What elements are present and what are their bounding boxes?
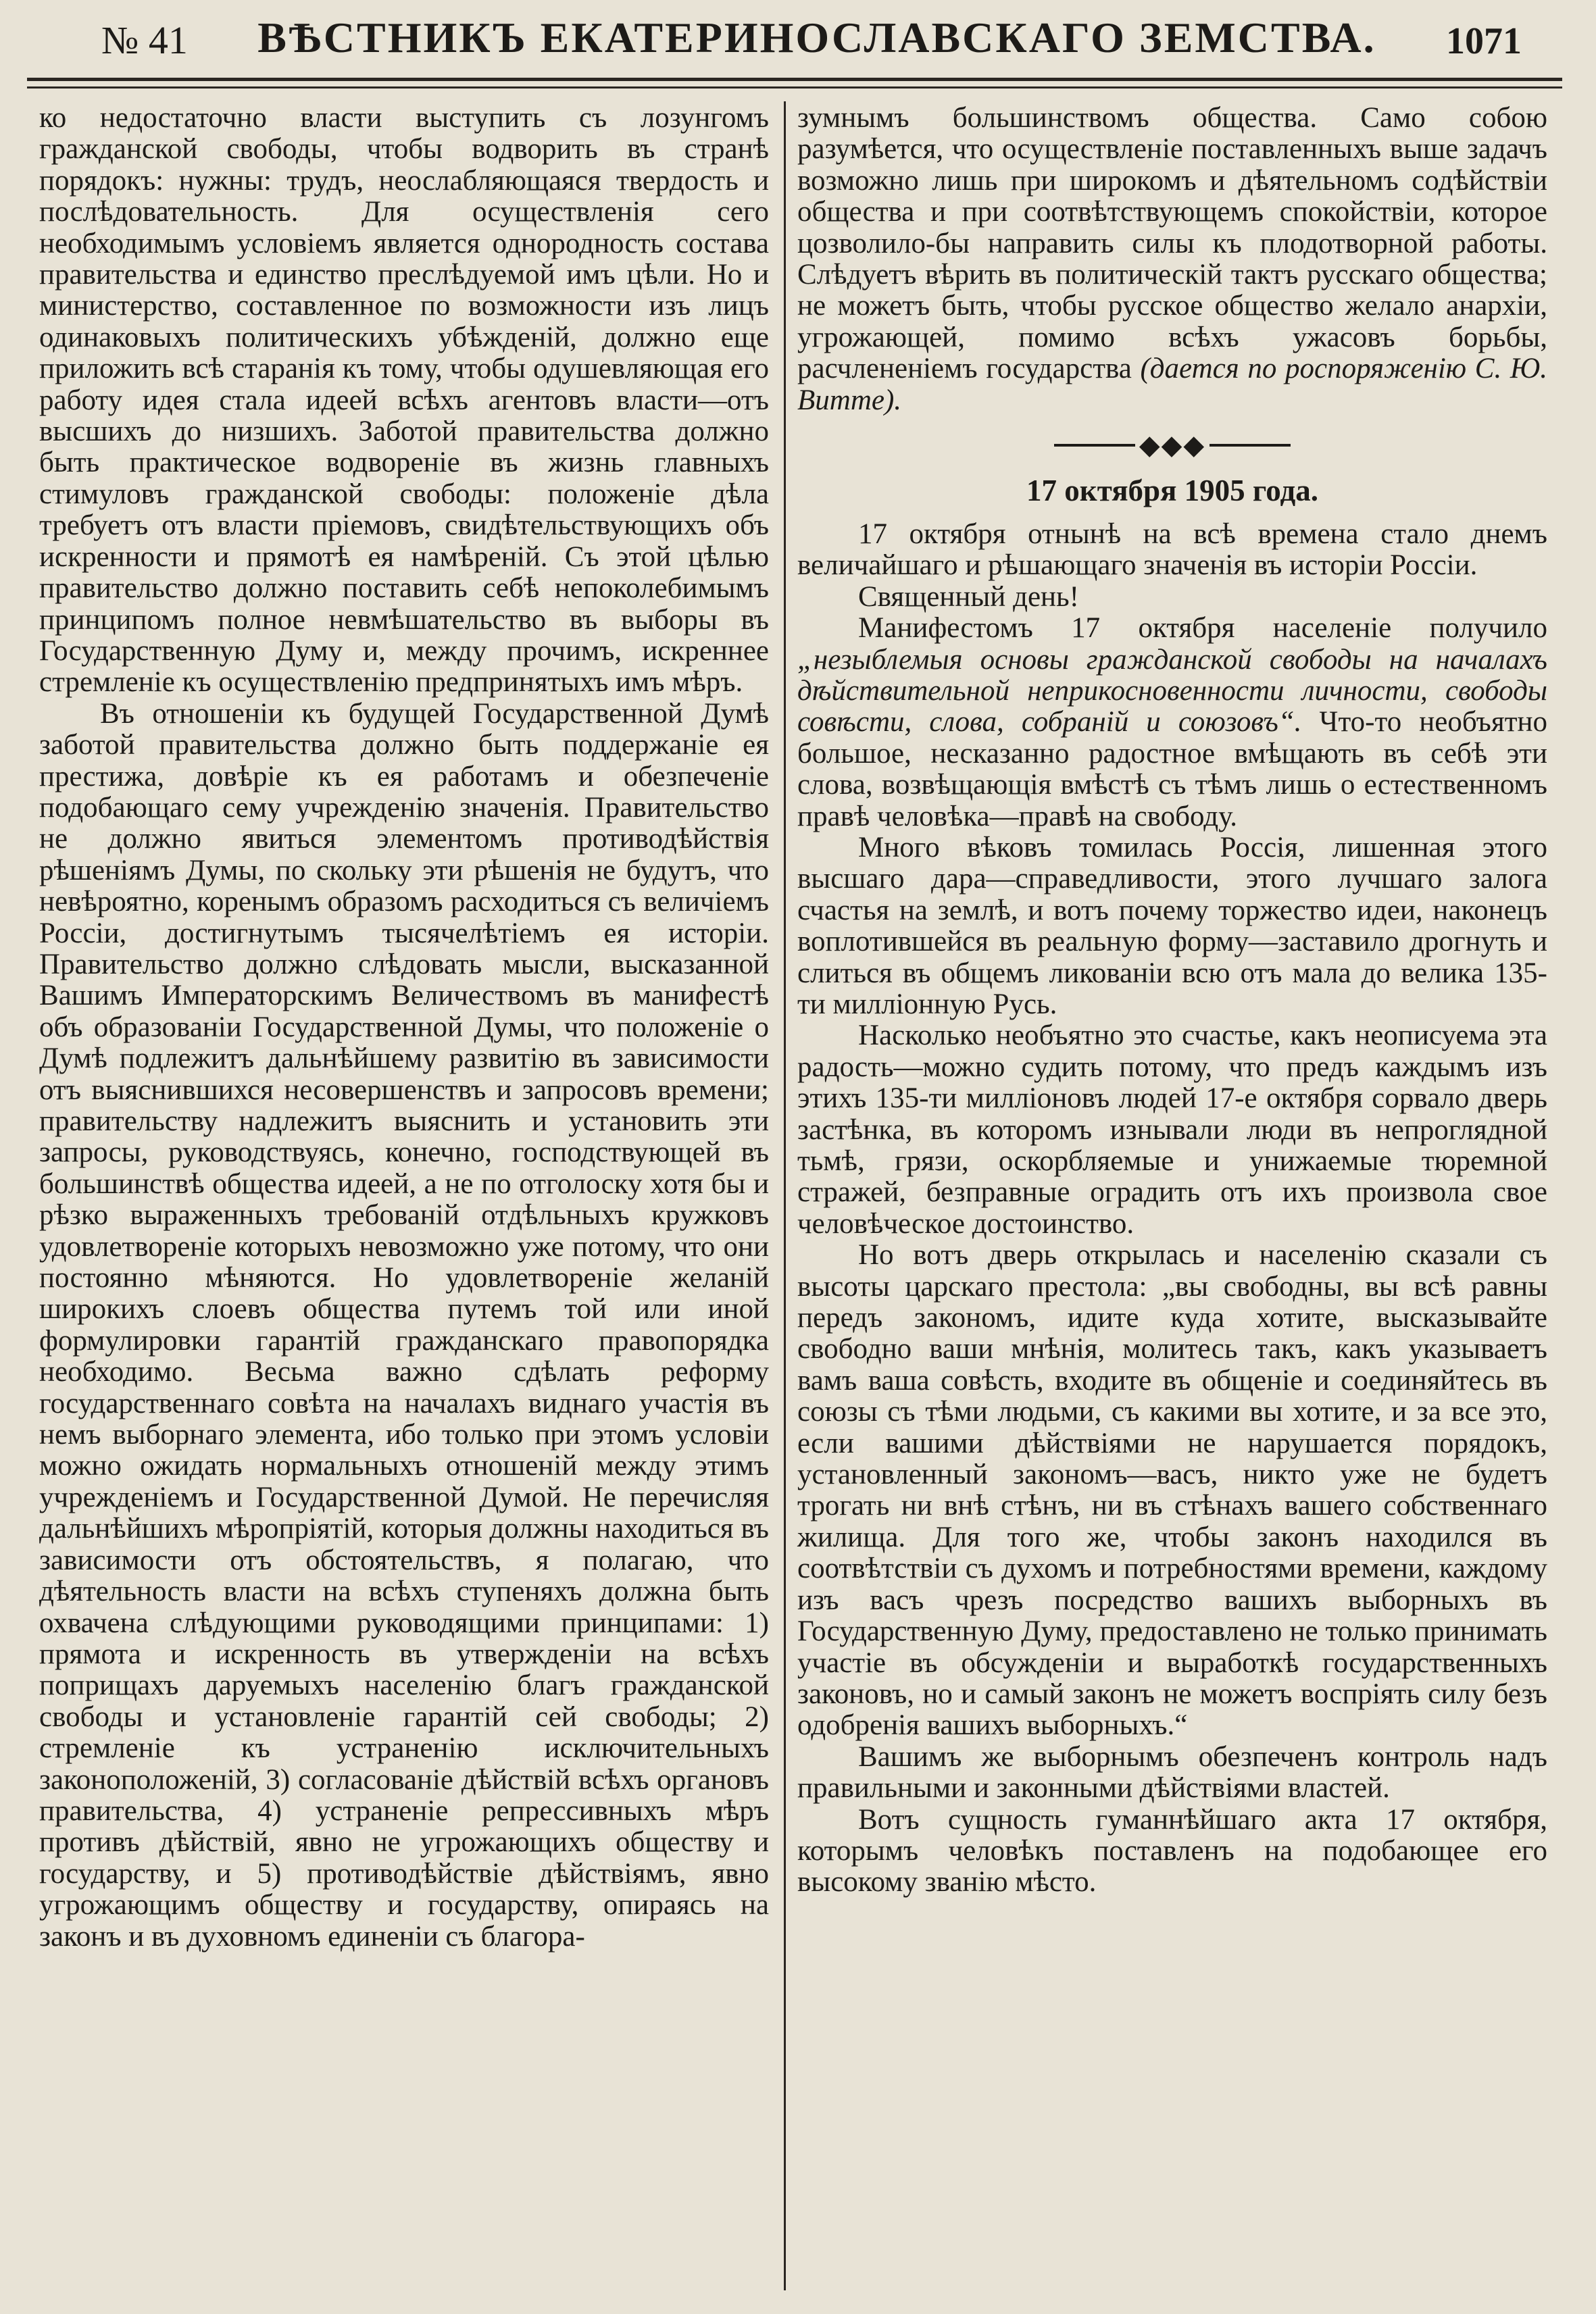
ornament-rule-right [1210, 444, 1291, 447]
column-divider [784, 101, 786, 2290]
right-top-text: зумнымъ большинствомъ общества. Само собою разумѣется, что осуществленіе поставленныхъ выше задачъ возможно лишь при широкомъ и дѣятельномъ содѣйствіи общества и при соотвѣтствующемъ спокойствіи, которое цозволило-бы направить силы къ плодотворной работы. Слѣдуетъ вѣрить въ политическій тактъ русскаго общества; не можетъ быть, чтобы русское общество желало анархіи, угрожающей, помимо всѣхъ ужасовъ борьбы, расчлененіемъ государства [797, 102, 1547, 385]
manifesto-intro: Манифестомъ 17 октября населеніе получило [858, 612, 1547, 645]
manifesto-quote: „незыблемыя основы гражданской свободы на началахъ дѣйствительной неприкосновенности личности, свободы совѣсти, слова, собраній и союзовъ“. [797, 643, 1547, 738]
issue-number: № 41 [101, 18, 188, 62]
journal-title: ВѢСТНИКЪ ЕКАТЕРИНОСЛАВСКАГО ЗЕМСТВА. [257, 14, 1376, 61]
page-header [27, 0, 1562, 81]
page-number: 1071 [1446, 20, 1522, 62]
manifesto-paragraph [797, 613, 1547, 832]
right-paragraph-3: Много вѣковъ томилась Россія, лишенная этого высшаго дара—справедливости, этого лучшаго залога счастья на землѣ, и вотъ почему торжество идеи, наконецъ воплотившейся въ реальную форму—заставило дрогнуть и слиться въ общемъ ликованіи всю отъ мала до велика 135-ти милліонную Русь. [797, 831, 1547, 1020]
right-paragraph-1: 17 октября отнынѣ на всѣ времена стало днемъ величайшаго и рѣшающаго значенія въ исторіи Россіи. [797, 518, 1547, 582]
ornament-rule-left [1054, 444, 1135, 447]
right-top-note: (дается по роспоряженію С. Ю. Витте). [797, 353, 1547, 416]
right-paragraph-5: Но вотъ дверь открылась и населенію сказали съ высоты царскаго престола: „вы свободны, вы всѣ равны передъ закономъ, идите куда хотите, высказывайте свободно ваши мнѣнія, молитесь такъ, какъ указываетъ вамъ ваша совѣсть, входите въ общеніе и соединяйтесь въ союзы съ тѣми людьми, съ какими вы хотите, и за все это, если вашими дѣйствіями не нарушается порядокъ, установленный закономъ—васъ, никто уже не будетъ трогать ни внѣ стѣнъ, ни въ стѣнахъ вашего собственнаго жилища. Для того же, чтобы законъ находился въ соотвѣтствіи съ духомъ и потребностями времени, каждому изъ васъ чрезъ посредство вашихъ выборныхъ въ Государственную Думу, предоставлено не только принимать участіе въ обсужденіи и выработкѣ государственныхъ законовъ, но и самый законъ не можетъ воспріять силу безъ одобренія вашихъ выборныхъ.“ [797, 1239, 1547, 1742]
right-paragraph-2: Священный день! [858, 580, 1079, 613]
right-top-paragraph [797, 103, 1547, 416]
left-paragraph-2: Въ отношеніи къ будущей Государственной Думѣ заботой правительства должно быть поддержаніе ея престижа, довѣріе къ ея работамъ и обезпеченіе подобающаго сему учрежденію значенія. Правительство не должно явиться элементомъ противодѣйствія рѣшеніямъ Думы, по скольку эти рѣшенія не будутъ, что невѣроятно, коренымъ образомъ расходиться съ величіемъ Россіи, достигнутымъ тысячелѣтіемъ ея исторіи. Правительство должно слѣдовать мысли, высказанной Вашимъ Императорскимъ Величествомъ въ манифестѣ объ образованіи Государственной Думы, что положеніе о Думѣ подлежитъ дальнѣйшему развитію въ зависимости отъ выяснившихся несовершенствъ и запросовъ времени; правительству надлежитъ выяснить и установить эти запросы, руководствуясь, конечно, господствующей въ большинствѣ общества идеей, а не по отголоску хотя бы и рѣзко выраженныхъ требованій отдѣльныхъ кружковъ удовлетвореніе которыхъ невозможно уже потому, что они постоянно мѣняются. Но удовлетвореніе желаній широкихъ слоевъ общества путемъ той или иной формулировки гарантій гражданскаго правопорядка необходимо. Весьма важно сдѣлать реформу государственнаго совѣта на началахъ виднаго участія въ немъ выборнаго элемента, ибо только при этомъ условіи можно ожидать нормальныхъ отношеній между этимъ учрежденіемъ и Государственной Думой. Не перечисляя дальнѣйшихъ мѣропріятій, которыя должны находиться въ зависимости отъ обстоятельствъ, я полагаю, что дѣятельность власти на всѣхъ ступеняхъ должна быть охвачена слѣдующими руководящими принципами: 1) прямота и искренность въ утвержденіи на всѣхъ поприщахъ даруемыхъ населенію благъ гражданской свободы и установленіе гарантій сей свободы; 2) стремленіе къ устраненію исключительныхъ законоположеній, 3) согласованіе дѣйствій всѣхъ органовъ правительства, 4) устраненіе репрессивныхъ мѣръ противъ дѣйствій, явно не угрожающихъ обществу и государству, и 5) противодѣйствіе дѣйствіямъ, явно угрожающимъ обществу и государству, опираясь на законъ и въ духовномъ единеніи съ благора- [39, 697, 769, 1953]
right-paragraph-7: Вотъ сущность гуманнѣйшаго акта 17 октября, которымъ человѣкъ поставленъ на подобающее его высокому званію мѣсто. [797, 1803, 1547, 1898]
section-heading: 17 октября 1905 года. [1026, 473, 1318, 507]
header-rule [27, 86, 1562, 89]
ornament-diamonds-icon: ◆◆◆ [1139, 429, 1206, 460]
right-column [797, 103, 1547, 1898]
right-paragraph-6: Вашимъ же выборнымъ обезпеченъ контроль надъ правильными и законными дѣйствіями властей. [797, 1740, 1547, 1805]
left-column [39, 103, 769, 1953]
section-ornament [797, 426, 1547, 462]
manifesto-rest: Что-то необъятно большое, несказанно радостное вмѣщають въ себѣ эти слова, возвѣщающія вмѣстѣ съ тѣмъ лишь о естественномъ правѣ человѣка—правѣ на свободу. [797, 706, 1547, 832]
left-paragraph-1: ко недостаточно власти выступить съ лозунгомъ гражданской свободы, чтобы водворить въ странѣ порядокъ: нужны: трудъ, неослабляющаяся твердость и послѣдовательность. Для осуществленія сего необходимымъ условіемъ является однородность состава правительства и единство преслѣдуемой имъ цѣли. Но и министерство, составленное по возможности изъ лицъ одинаковыхъ политическихъ убѣжденій, должно еще приложить всѣ старанія къ тому, чтобы одушевляющая его работу идея стала идеей всѣхъ агентовъ власти—отъ высшихъ до низшихъ. Заботой правительства должно быть практическое водвореніе въ жизнь главныхъ стимуловъ гражданской свободы: положеніе дѣла требуетъ отъ власти пріемовъ, свидѣтельствующихъ объ искренности и прямотѣ ея намѣреній. Съ этой цѣлью правительство должно поставить себѣ непоколебимымъ принципомъ полное невмѣшательство въ выборы въ Государственную Думу и, между прочимъ, искреннее стремленіе къ осуществленію предпринятыхъ имъ мѣръ. [39, 102, 769, 699]
right-paragraph-4: Насколько необъятно это счастье, какъ неописуема эта радость—можно судить потому, что предъ каждымъ изъ этихъ 135-ти милліоновъ людей 17-е октября сорвало дверь застѣнка, въ которомъ изнывали люди въ непроглядной тьмѣ, грязи, оскорбляемые и унижаемые тюремной стражей, безправные оградить отъ ихъ произвола свое человѣческое достоинство. [797, 1020, 1547, 1240]
